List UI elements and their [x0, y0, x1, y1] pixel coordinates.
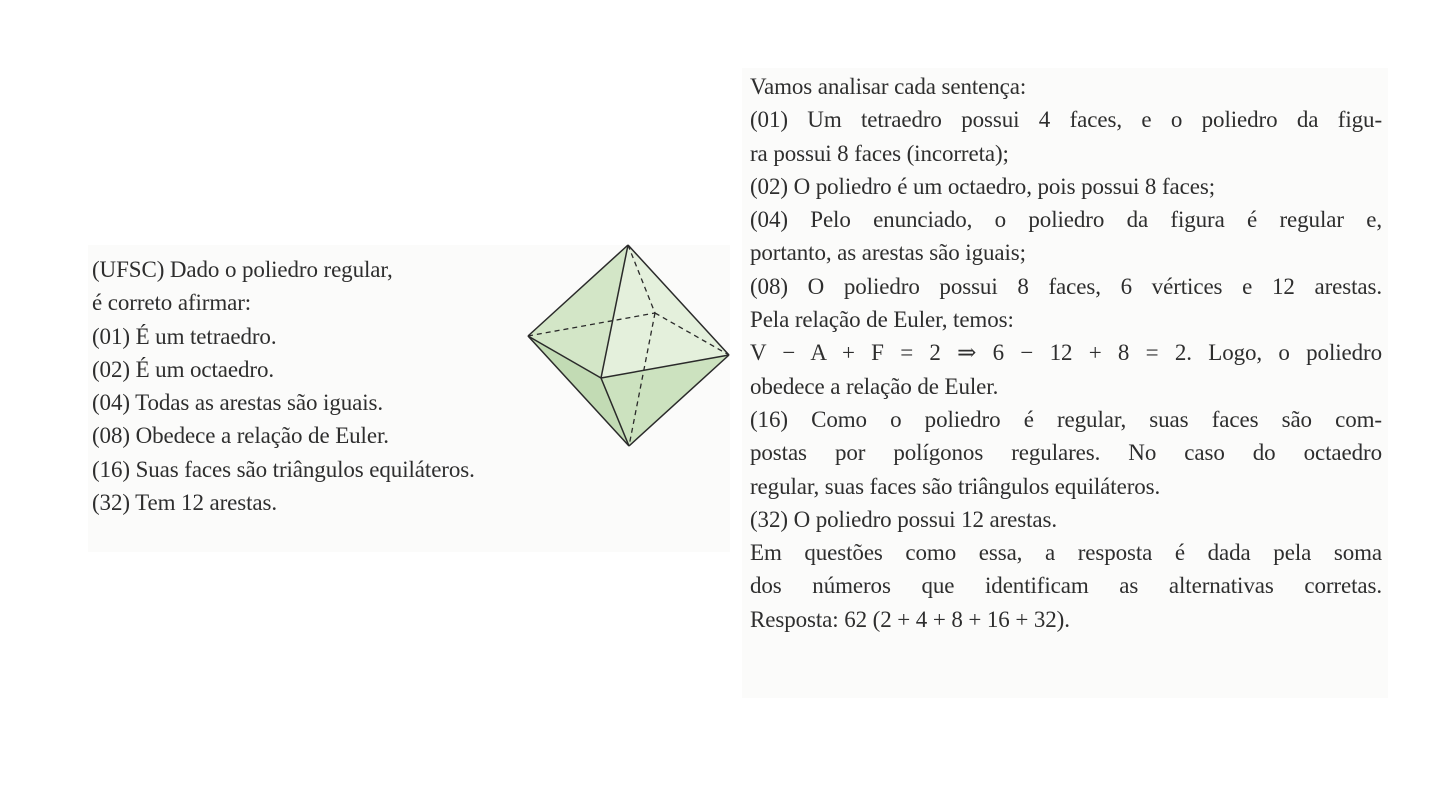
answer-08-line-4: obedece a relação de Euler. — [750, 373, 999, 399]
answer-08-line-2: Pela relação de Euler, temos: — [750, 307, 1014, 333]
answer-04-line-1: (04) Pelo enunciado, o poliedro da figura é regular e, — [750, 207, 1382, 233]
explanation-line-1: Em questões como essa, a resposta é dada pela soma — [750, 540, 1382, 566]
option-01: (01) É um tetraedro. — [92, 323, 277, 349]
octahedron-figure — [515, 235, 740, 460]
question-prompt-line: é correto afirmar: — [92, 290, 252, 316]
question-header-line: (UFSC) Dado o poliedro regular, — [92, 257, 393, 282]
answer-01-line-1: (01) Um tetraedro possui 4 faces, e o poliedro da figu- — [750, 107, 1382, 133]
answer-16-line-3: regular, suas faces são triângulos equiláteros. — [750, 473, 1161, 499]
answer-16-line-1: (16) Como o poliedro é regular, suas faces são com- — [750, 406, 1382, 432]
option-32: (32) Tem 12 arestas. — [92, 490, 278, 516]
octahedron-faces — [528, 245, 729, 446]
explanation-line-2: dos números que identificam as alternativas corretas. — [750, 573, 1382, 599]
answer-01-line-2: ra possui 8 faces (incorreta); — [750, 140, 1009, 166]
answer-intro: Vamos analisar cada sentença: — [750, 74, 1027, 99]
euler-formula-line: V − A + F = 2 ⇒ 6 − 12 + 8 = 2. Logo, o poliedro — [750, 340, 1382, 366]
option-02: (02) É um octaedro. — [92, 356, 275, 382]
option-08: (08) Obedece a relação de Euler. — [92, 423, 389, 449]
final-answer: Resposta: 62 (2 + 4 + 8 + 16 + 32). — [750, 606, 1070, 632]
option-04: (04) Todas as arestas são iguais. — [92, 390, 384, 416]
answer-08-line-1: (08) O poliedro possui 8 faces, 6 vértices e 12 arestas. — [750, 273, 1382, 299]
option-16: (16) Suas faces são triângulos equiláteros. — [92, 456, 475, 482]
answer-32: (32) O poliedro possui 12 arestas. — [750, 506, 1058, 532]
answer-04-line-2: portanto, as arestas são iguais; — [750, 240, 1026, 266]
answer-16-line-2: postas por polígonos regulares. No caso do octaedro — [750, 440, 1382, 466]
answer-text — [750, 70, 1390, 636]
answer-02: (02) O poliedro é um octaedro, pois possui 8 faces; — [750, 173, 1216, 199]
question-text — [92, 253, 475, 519]
